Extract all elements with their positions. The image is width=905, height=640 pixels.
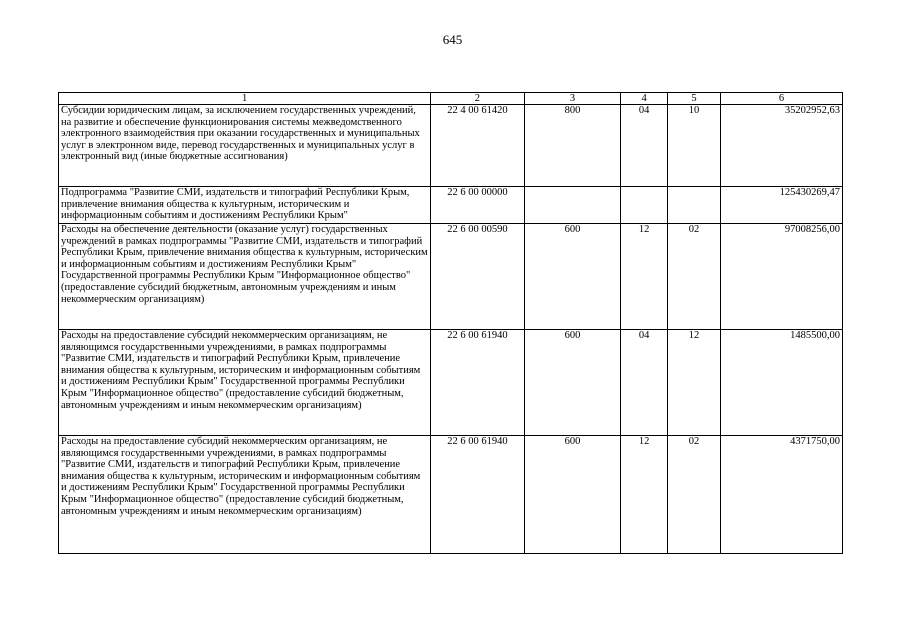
row-subsection-cell — [668, 187, 721, 224]
table-row — [59, 436, 843, 554]
row-expense-type-cell: 800 — [524, 105, 621, 187]
row-subsection-cell: 02 — [668, 436, 721, 554]
row-sum-cell: 1485500,00 — [720, 330, 842, 436]
page-number: 645 — [442, 32, 463, 47]
row-section-cell: 12 — [621, 436, 668, 554]
row-subsection-cell: 10 — [668, 105, 721, 187]
row-expense-type-cell: 600 — [524, 330, 621, 436]
row-expense-type-cell: 600 — [524, 224, 621, 330]
row-section-cell — [621, 187, 668, 224]
row-sum-cell: 4371750,00 — [720, 436, 842, 554]
column-header-2: 2 — [431, 93, 525, 105]
row-target-code-cell: 22 6 00 00590 — [431, 224, 525, 330]
row-expense-type-cell: 600 — [524, 436, 621, 554]
row-target-code-cell: 22 6 00 00000 — [431, 187, 525, 224]
row-section-cell: 04 — [621, 330, 668, 436]
row-name-cell: Субсидии юридическим лицам, за исключением государственных учреждений, на развитие и обеспечение функционирования системы межведомственного электронного взаимодействия при оказании государственных и муниципальных услуг в электронном виде, перевод государственных и муниципальных услуг в электронный вид (иные бюджетные ассигнования) — [59, 105, 431, 187]
row-subsection-cell: 12 — [668, 330, 721, 436]
column-header-5: 5 — [668, 93, 721, 105]
row-target-code-cell: 22 6 00 61940 — [431, 330, 525, 436]
row-sum-cell: 125430269,47 — [720, 187, 842, 224]
table-row — [59, 224, 843, 330]
row-target-code-cell: 22 4 00 61420 — [431, 105, 525, 187]
budget-table — [58, 92, 843, 554]
column-header-4: 4 — [621, 93, 668, 105]
table-header-row — [59, 93, 843, 105]
row-sum-cell: 35202952,63 — [720, 105, 842, 187]
row-section-cell: 12 — [621, 224, 668, 330]
row-target-code-cell: 22 6 00 61940 — [431, 436, 525, 554]
column-header-6: 6 — [720, 93, 842, 105]
row-name-cell: Расходы на предоставление субсидий некоммерческим организациям, не являющимся государственными учреждениями, в рамках подпрограммы "Развитие СМИ, издательств и типографий Республики Крым, привлечение внимания общества к культурным, историческим и информационным событиям и достижениям Республики Крым" Государственной программы Республики Крым "Информационное общество" (предоставление субсидий бюджетным, автономным учреждениям и иным некоммерческим организациям) — [59, 330, 431, 436]
row-name-cell: Подпрограмма "Развитие СМИ, издательств и типографий Республики Крым, привлечение внимания общества к культурным, историческим и информационным событиям и достижениям Республики Крым" — [59, 187, 431, 224]
row-section-cell: 04 — [621, 105, 668, 187]
table-row — [59, 105, 843, 187]
table-row — [59, 187, 843, 224]
row-name-cell: Расходы на обеспечение деятельности (оказание услуг) государственных учреждений в рамках подпрограммы "Развитие СМИ, издательств и типографий Республики Крым, привлечение внимания общества к культурным, историческим и информационным событиям и достижениям Республики Крым" Государственной программы Республики Крым "Информационное общество" (предоставление субсидий бюджетным, автономным учреждениям и иным некоммерческим организациям) — [59, 224, 431, 330]
table-row — [59, 330, 843, 436]
column-header-3: 3 — [524, 93, 621, 105]
row-sum-cell: 97008256,00 — [720, 224, 842, 330]
row-subsection-cell: 02 — [668, 224, 721, 330]
column-header-1: 1 — [59, 93, 431, 105]
row-name-cell: Расходы на предоставление субсидий некоммерческим организациям, не являющимся государственными учреждениями, в рамках подпрограммы "Развитие СМИ, издательств и типографий Республики Крым, привлечение внимания общества к культурным, историческим и информационным событиям и достижениям Республики Крым" Государственной программы Республики Крым "Информационное общество" (предоставление субсидий бюджетным, автономным учреждениям и иным некоммерческим организациям) — [59, 436, 431, 554]
row-expense-type-cell — [524, 187, 621, 224]
